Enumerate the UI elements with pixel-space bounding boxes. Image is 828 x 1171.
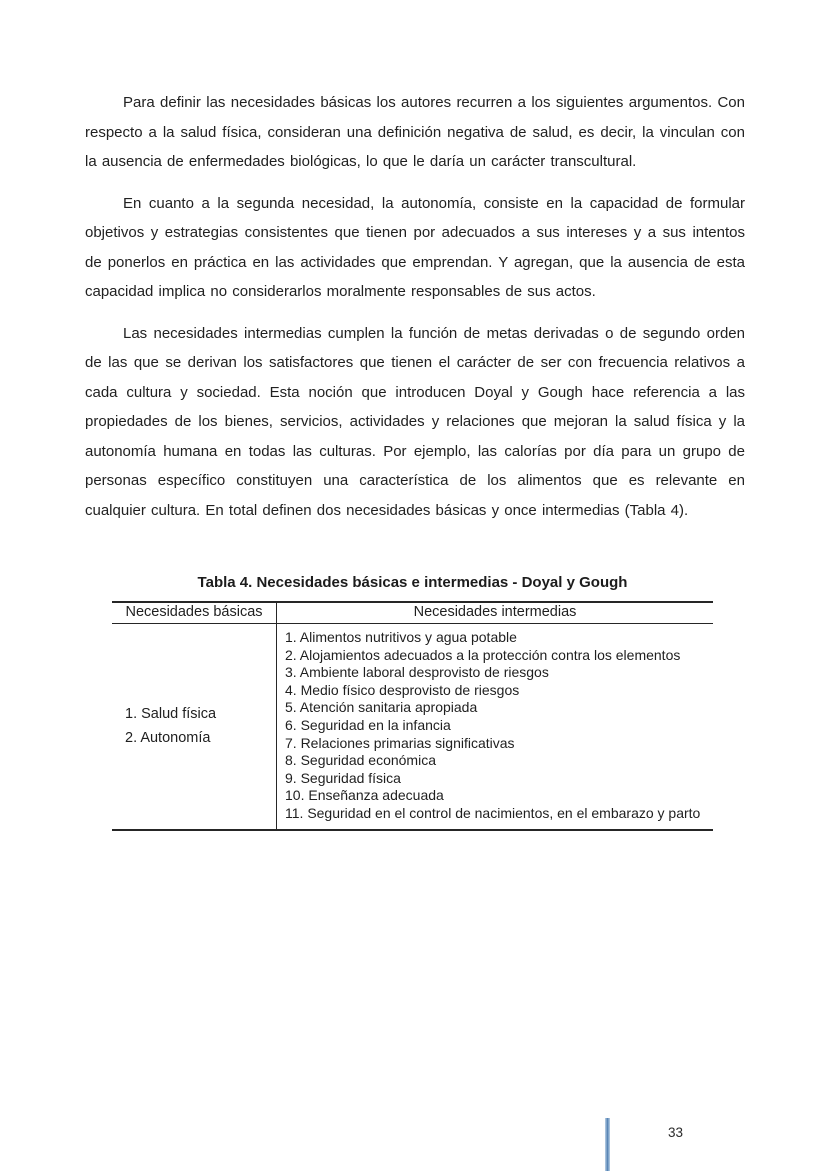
intermediate-need-item: 10. Enseñanza adecuada	[285, 787, 444, 804]
intermediate-need-item: 1. Alimentos nutritivos y agua potable	[285, 629, 517, 645]
table-header-basic-needs: Necesidades básicas	[112, 602, 277, 624]
intermediate-need-item: 8. Seguridad económica	[285, 752, 436, 769]
footer-accent-line	[605, 1118, 610, 1171]
table-body-row	[112, 624, 713, 830]
paragraph-intermediate-needs: Las necesidades intermedias cumplen la función de metas derivadas o de segundo orden de las que se derivan los satisfactores que tienen el carácter de ser con frecuencia relativos a cada cultura y sociedad. Esta noción que introducen Doyal y Gough hace referencia a las propiedades de los bienes, servicios, actividades y relaciones que mejoran la salud física y la autonomía humana en todas las culturas. Por ejemplo, las calorías por día para un grupo de personas específico constituyen una característica de los alimentos que es relevante en cualquier cultura. En total definen dos necesidades básicas y once intermedias (Tabla 4).	[85, 324, 745, 519]
basic-needs-cell	[112, 624, 277, 830]
intermediate-need-item: 3. Ambiente laboral desprovisto de riesgos	[285, 664, 549, 681]
table-caption: Tabla 4. Necesidades básicas e intermedias - Doyal y Gough	[197, 574, 628, 591]
intermediate-need-item: 9. Seguridad física	[285, 769, 401, 786]
intermediate-need-item: 2. Alojamientos adecuados a la protección contra los elementos	[285, 646, 681, 663]
intermediate-need-item: 7. Relaciones primarias significativas	[285, 734, 515, 751]
intermediate-needs-list	[277, 629, 713, 823]
basic-need-item: 2. Autonomía	[125, 729, 211, 746]
page-number: 33	[668, 1125, 684, 1140]
paragraph-basic-needs-definition: Para definir las necesidades básicas los autores recurren a los siguientes argumentos. Con respecto a la salud física, consideran una definición negativa de salud, es decir, la vinculan con la ausencia de enfermedades biológicas, lo que le daría un carácter transcultural.	[85, 94, 745, 170]
intermediate-need-item: 6. Seguridad en la infancia	[285, 716, 451, 733]
intermediate-needs-cell	[277, 624, 714, 830]
needs-table	[112, 601, 713, 831]
basic-needs-list	[112, 702, 276, 750]
paragraph-autonomy: En cuanto a la segunda necesidad, la autonomía, consiste en la capacidad de formular objetivos y estrategias consistentes que tienen por adecuados a sus intereses y a sus intentos de ponerlos en práctica en las actividades que emprendan. Y agregan, que la ausencia de esta capacidad implica no considerarlos moralmente responsables de sus actos.	[85, 194, 745, 300]
intermediate-need-item: 4. Medio físico desprovisto de riesgos	[285, 681, 520, 698]
intermediate-need-item: 11. Seguridad en el control de nacimientos, en el embarazo y parto	[285, 804, 701, 821]
page-content	[85, 88, 745, 831]
basic-need-item: 1. Salud física	[125, 705, 217, 722]
table-header-intermediate-needs: Necesidades intermedias	[277, 602, 714, 624]
intermediate-need-item: 5. Atención sanitaria apropiada	[285, 699, 478, 716]
table-header-row	[112, 602, 713, 624]
